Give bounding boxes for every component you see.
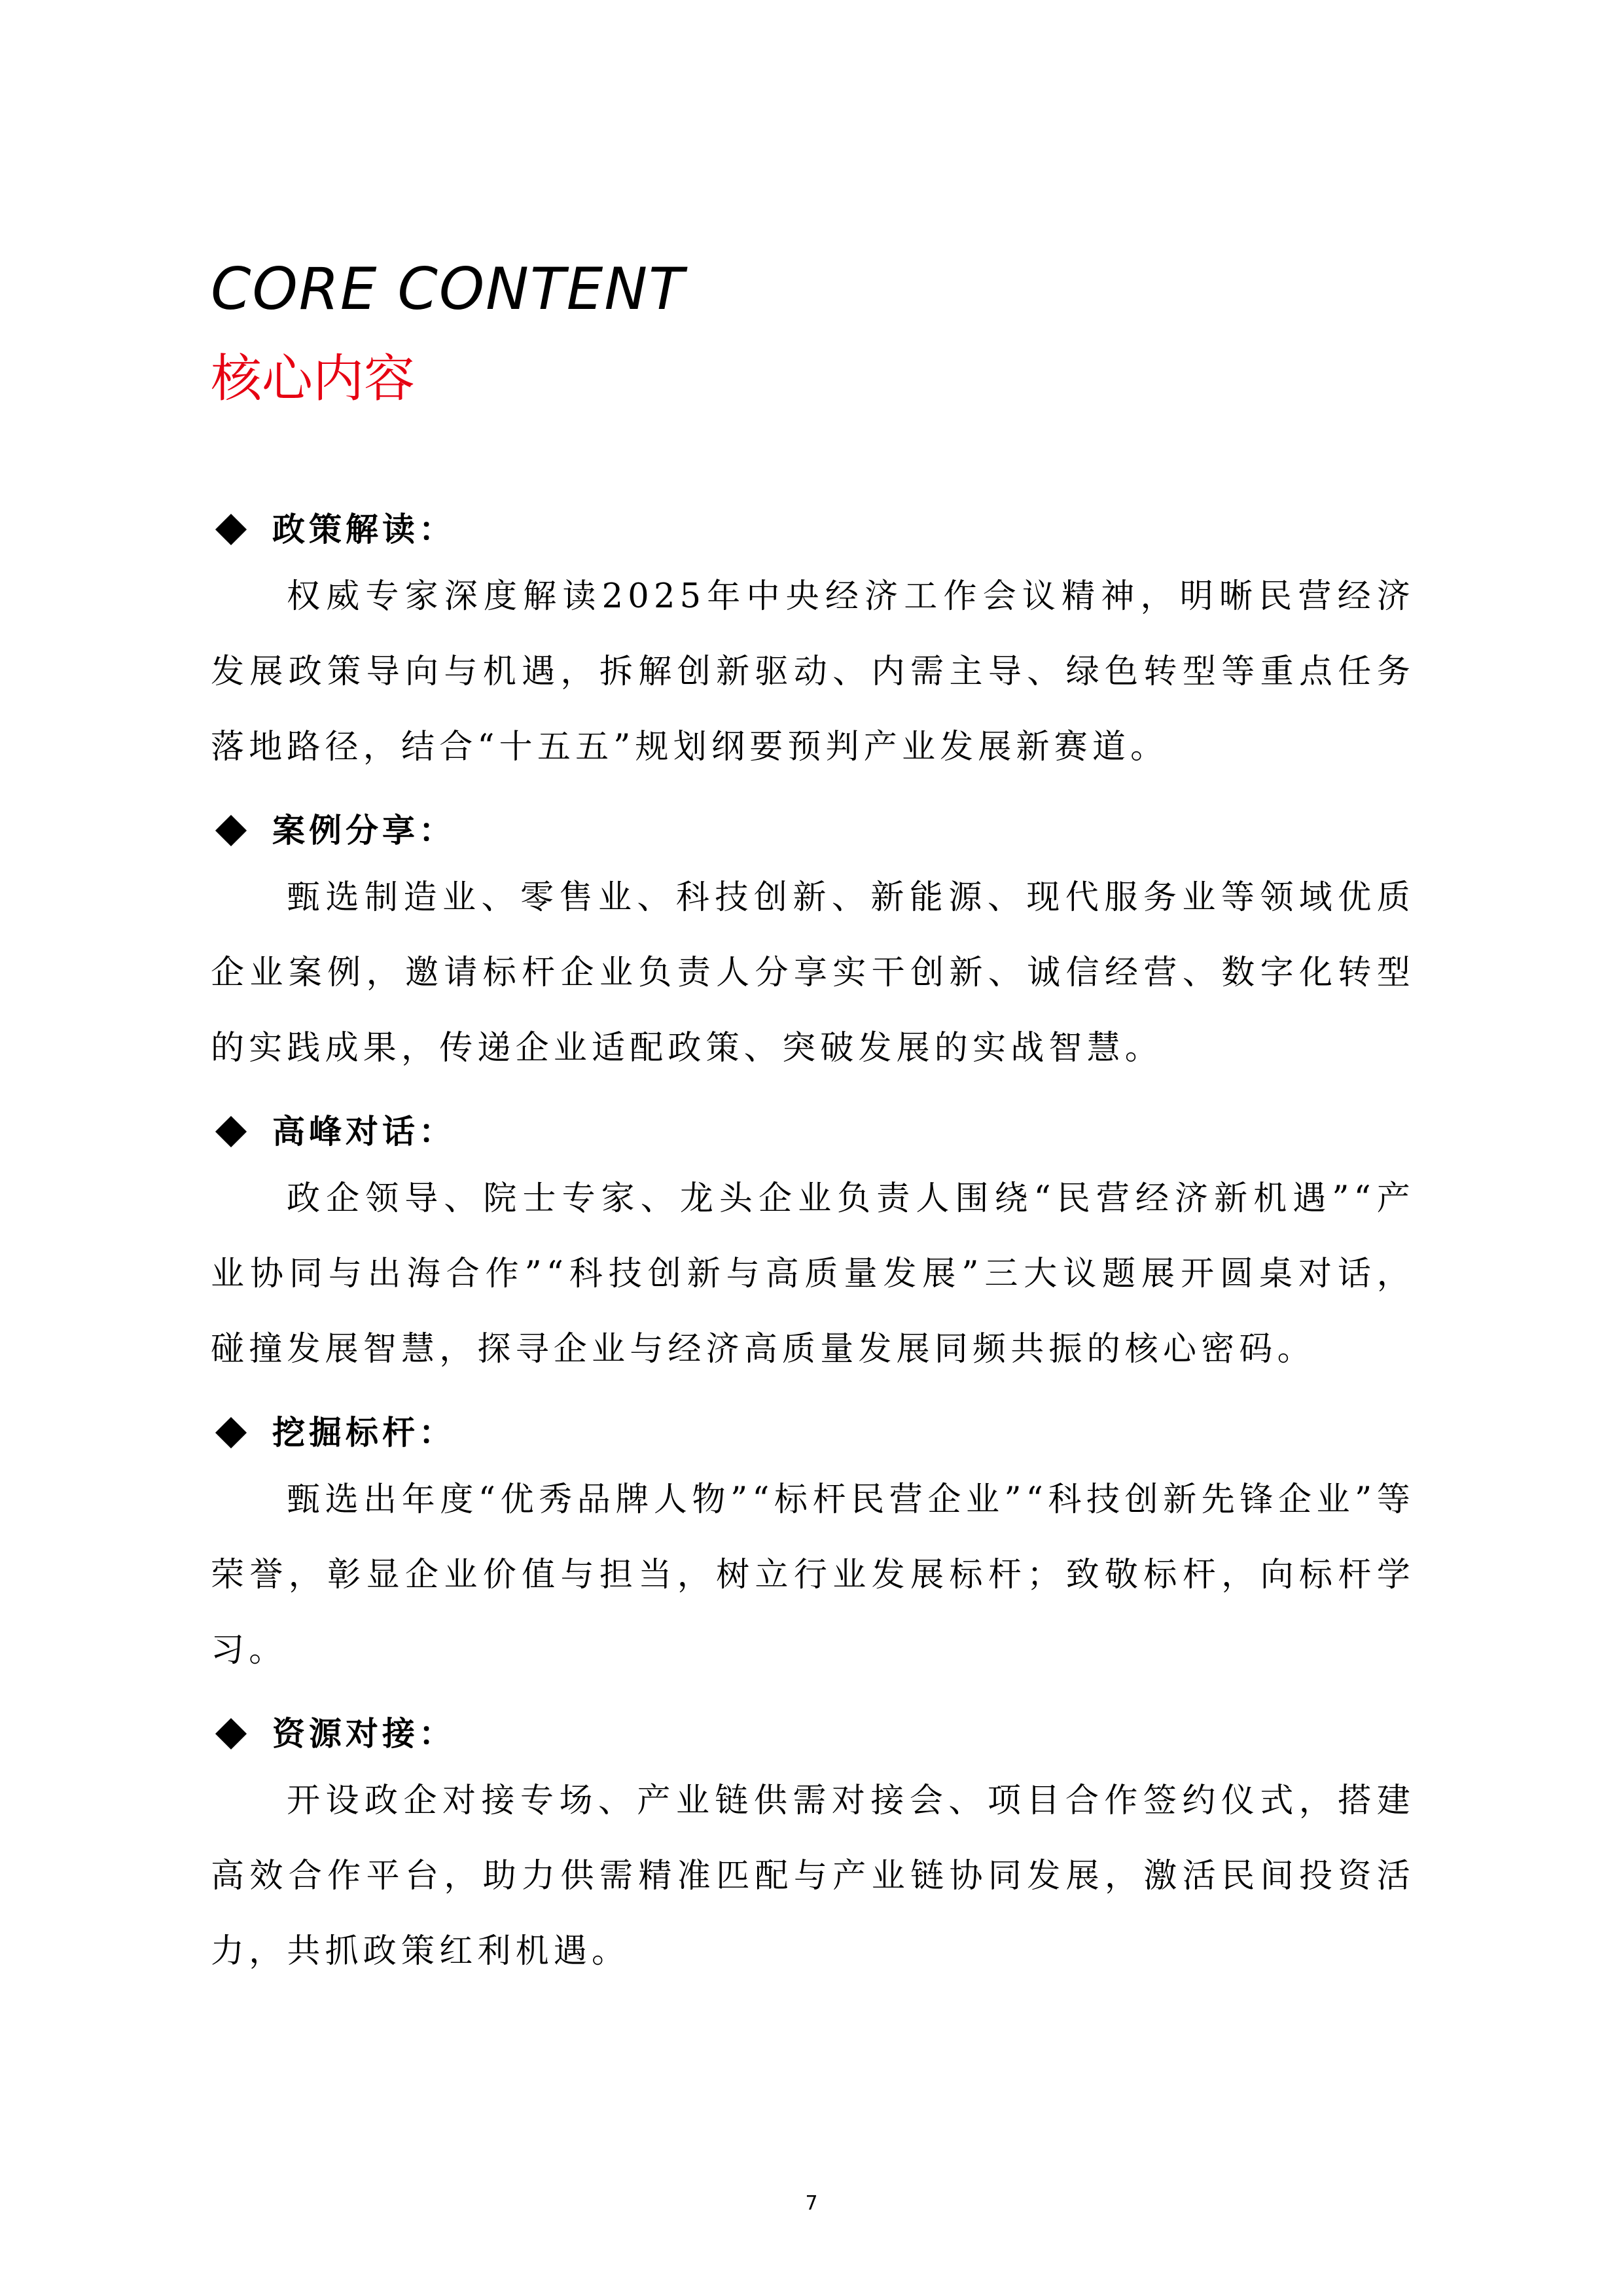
section-heading-row bbox=[211, 500, 1415, 559]
section-heading: 资源对接： bbox=[272, 1715, 455, 1753]
section-heading-row bbox=[211, 1403, 1415, 1462]
section-body: 开设政企对接专场、产业链供需对接会、项目合作签约仪式，搭建高效合作平台，助力供需精准匹配与产业链协同发展，激活民间投资活力，共抓政策红利机遇。 bbox=[211, 1782, 1415, 1971]
section-heading-row bbox=[211, 801, 1415, 860]
section-body: 权威专家深度解读2025年中央经济工作会议精神，明晰民营经济发展政策导向与机遇，拆解创新驱动、内需主导、绿色转型等重点任务落地路径，结合“十五五”规划纲要预判产业发展新赛道。 bbox=[211, 577, 1415, 766]
diamond-bullet-icon bbox=[215, 514, 247, 545]
section-body: 甄选制造业、零售业、科技创新、新能源、现代服务业等领域优质企业案例，邀请标杆企业负责人分享实干创新、诚信经营、数字化转型的实践成果，传递企业适配政策、突破发展的实战智慧。 bbox=[211, 878, 1415, 1067]
section-heading: 挖掘标杆： bbox=[272, 1414, 455, 1452]
section-policy-interpretation bbox=[211, 500, 1415, 785]
diamond-bullet-icon bbox=[215, 815, 247, 846]
diamond-bullet-icon bbox=[215, 1417, 247, 1448]
section-heading: 高峰对话： bbox=[272, 1113, 455, 1151]
section-heading-row bbox=[211, 1704, 1415, 1763]
section-body: 政企领导、院士专家、龙头企业负责人围绕“民营经济新机遇”“产业协同与出海合作”“科技创新与高质量发展”三大议题展开圆桌对话，碰撞发展智慧，探寻企业与经济高质量发展同频共振的核心密码。 bbox=[211, 1179, 1415, 1369]
title-english: CORE CONTENT bbox=[211, 255, 685, 323]
diamond-bullet-icon bbox=[215, 1116, 247, 1147]
section-heading: 案例分享： bbox=[272, 812, 455, 850]
title-chinese: 核心内容 bbox=[211, 350, 416, 408]
section-case-sharing bbox=[211, 801, 1415, 1086]
page-number: 7 bbox=[805, 2192, 818, 2215]
section-heading: 政策解读： bbox=[272, 511, 455, 548]
diamond-bullet-icon bbox=[215, 1718, 247, 1749]
section-summit-dialogue bbox=[211, 1102, 1415, 1387]
section-resource-matching bbox=[211, 1704, 1415, 1989]
section-body: 甄选出年度“优秀品牌人物”“标杆民营企业”“科技创新先锋企业”等荣誉，彰显企业价值与担当，树立行业发展标杆；致敬标杆，向标杆学习。 bbox=[211, 1480, 1415, 1670]
section-heading-row bbox=[211, 1102, 1415, 1161]
section-benchmark-discovery bbox=[211, 1403, 1415, 1688]
